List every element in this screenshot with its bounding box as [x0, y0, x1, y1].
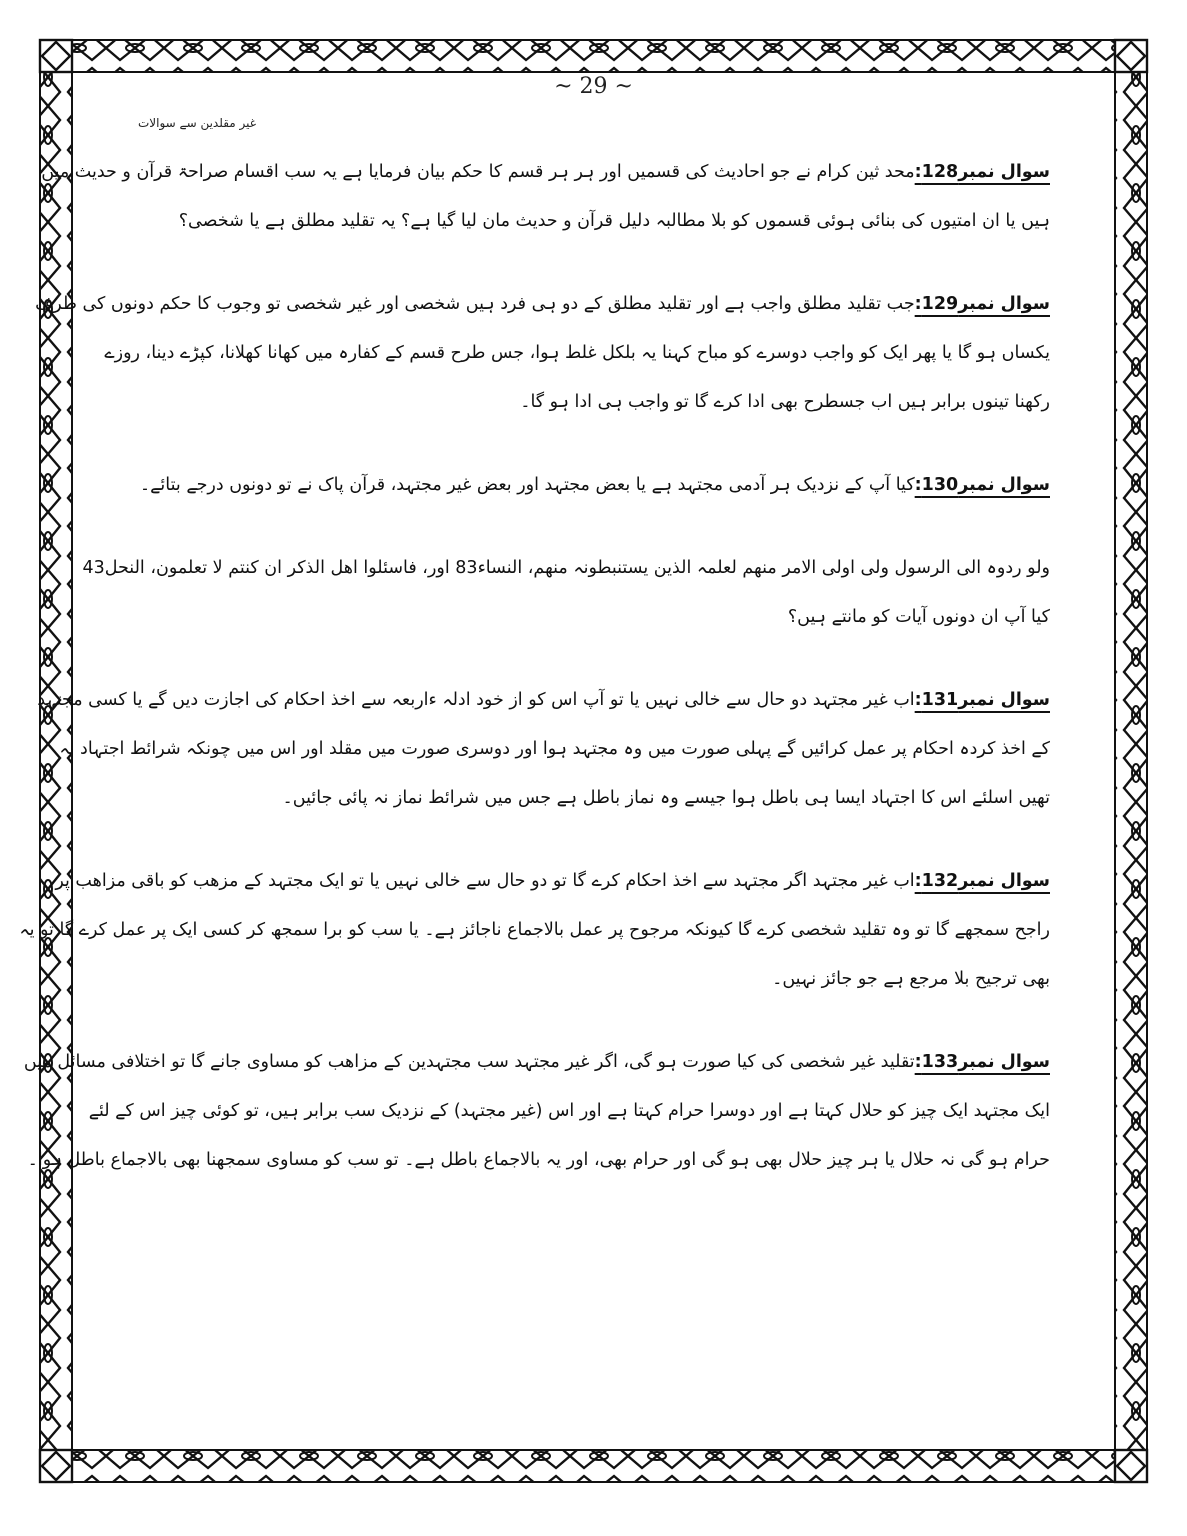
- question-131: [37, 676, 1050, 823]
- question-129: [35, 280, 1050, 427]
- quranic-references: [82, 544, 1050, 642]
- question-text-line: محد ثین کرام نے جو احادیث کی قسمیں اور ہر ہر قسم کا حکم بیان فرمایا ہے یہ سب اقسام صراحۃ قرآن و حدیث میں: [41, 162, 915, 182]
- question-text-line: تھیں اسلئے اس کا اجتہاد ایسا ہی باطل ہوا جیسے وہ نماز باطل ہے جس میں شرائط نماز نہ پائی جائیں۔: [282, 788, 1050, 808]
- question-text-line: اب غیر مجتہد دو حال سے خالی نہیں یا تو آپ اس کو از خود ادلہ ءاربعہ سے اخذ احکام کی اجازت دیں گے یا کسی مجتہد: [37, 690, 915, 710]
- question-label: سوال نمبر133:: [914, 1052, 1050, 1072]
- question-text-line: ہیں یا ان امتیوں کی بنائی ہوئی قسموں کو بلا مطالبہ دلیل قرآن و حدیث مان لیا گیا ہے؟ یہ تقلید مطلق ہے یا شخصی؟: [178, 211, 1050, 231]
- question-text-line: کیا آپ کے نزدیک ہر آدمی مجتہد ہے یا بعض مجتہد اور بعض غیر مجتہد، قرآن پاک نے تو دونوں درجے بتائے۔: [139, 475, 915, 495]
- question-text-line: رکھنا تینوں برابر ہیں اب جسطرح بھی ادا کرے گا تو واجب ہی ادا ہو گا۔: [520, 392, 1050, 412]
- question-text-line: یکساں ہو گا یا پھر ایک کو واجب دوسرے کو مباح کہنا یہ بلکل غلط ہوا، جس طرح قسم کے کفارہ میں کھانا کھلانا، کپڑے دینا، روزے: [104, 343, 1050, 363]
- question-text-line: حرام ہو گی نہ حلال یا ہر چیز حلال بھی ہو گی اور حرام بھی، اور یہ بالاجماع باطل ہے۔ تو سب کو مساوی سمجھنا بھی بالاجماع باطل ہوا۔: [27, 1150, 1050, 1170]
- running-header: غیر مقلدین سے سوالات: [138, 116, 257, 130]
- page-number: ~ 29 ~: [554, 74, 633, 99]
- question-label: سوال نمبر129:: [914, 294, 1050, 314]
- question-label: سوال نمبر131:: [914, 690, 1050, 710]
- question-text-line: اب غیر مجتہد اگر مجتہد سے اخذ احکام کرے گا تو دو حال سے خالی نہیں یا تو ایک مجتہد کے مزھب کو باقی مزاھب پر: [55, 871, 915, 891]
- question-text-line: ایک مجتہد ایک چیز کو حلال کہتا ہے اور دوسرا حرام کہتا ہے اور اس (غیر مجتہد) کے نزدیک سب برابر ہیں، تو کوئی چیز اس کے لئے: [88, 1101, 1050, 1121]
- reference-text-line: کیا آپ ان دونوں آیات کو مانتے ہیں؟: [787, 607, 1050, 627]
- question-text-line: راجح سمجھے گا تو وہ تقلید شخصی کرے گا کیونکہ مرجوح پر عمل بالاجماع ناجائز ہے۔ یا سب کو برا سمجھ کر کسی ایک پر عمل کرے گا تو یہ: [19, 920, 1050, 940]
- question-128: [41, 148, 1050, 246]
- question-132: [19, 857, 1050, 1004]
- reference-text-line: ولو ردوہ الی الرسول ولی اولی الامر منھم لعلمہ الذین یستنبطونہ منھم، النساء83 اور، فاسئلوا اھل الذکر ان کنتم لا تعلمون، النحل43: [82, 558, 1050, 578]
- question-label: سوال نمبر128:: [914, 162, 1050, 182]
- question-text-line: بھی ترجیح بلا مرجع ہے جو جائز نہیں۔: [772, 969, 1050, 989]
- page-body: [19, 148, 1050, 1219]
- question-130: [140, 461, 1050, 510]
- question-label: سوال نمبر130:: [914, 475, 1050, 495]
- question-text-line: جب تقلید مطلق واجب ہے اور تقلید مطلق کے دو ہی فرد ہیں شخصی اور غیر شخصی تو وجوب کا حکم دونوں کی طرف: [35, 294, 915, 314]
- question-text-line: کے اخذ کردہ احکام پر عمل کرائیں گے پہلی صورت میں وہ مجتہد ہوا اور دوسری صورت میں مقلد اور اس میں چونکہ شرائط اجتہاد نہ: [59, 739, 1050, 759]
- question-label: سوال نمبر132:: [914, 871, 1050, 891]
- question-133: [23, 1038, 1050, 1185]
- question-text-line: تقلید غیر شخصی کی کیا صورت ہو گی، اگر غیر مجتہد سب مجتہدین کے مزاھب کو مساوی جانے گا تو اختلافی مسائل میں: [23, 1052, 915, 1072]
